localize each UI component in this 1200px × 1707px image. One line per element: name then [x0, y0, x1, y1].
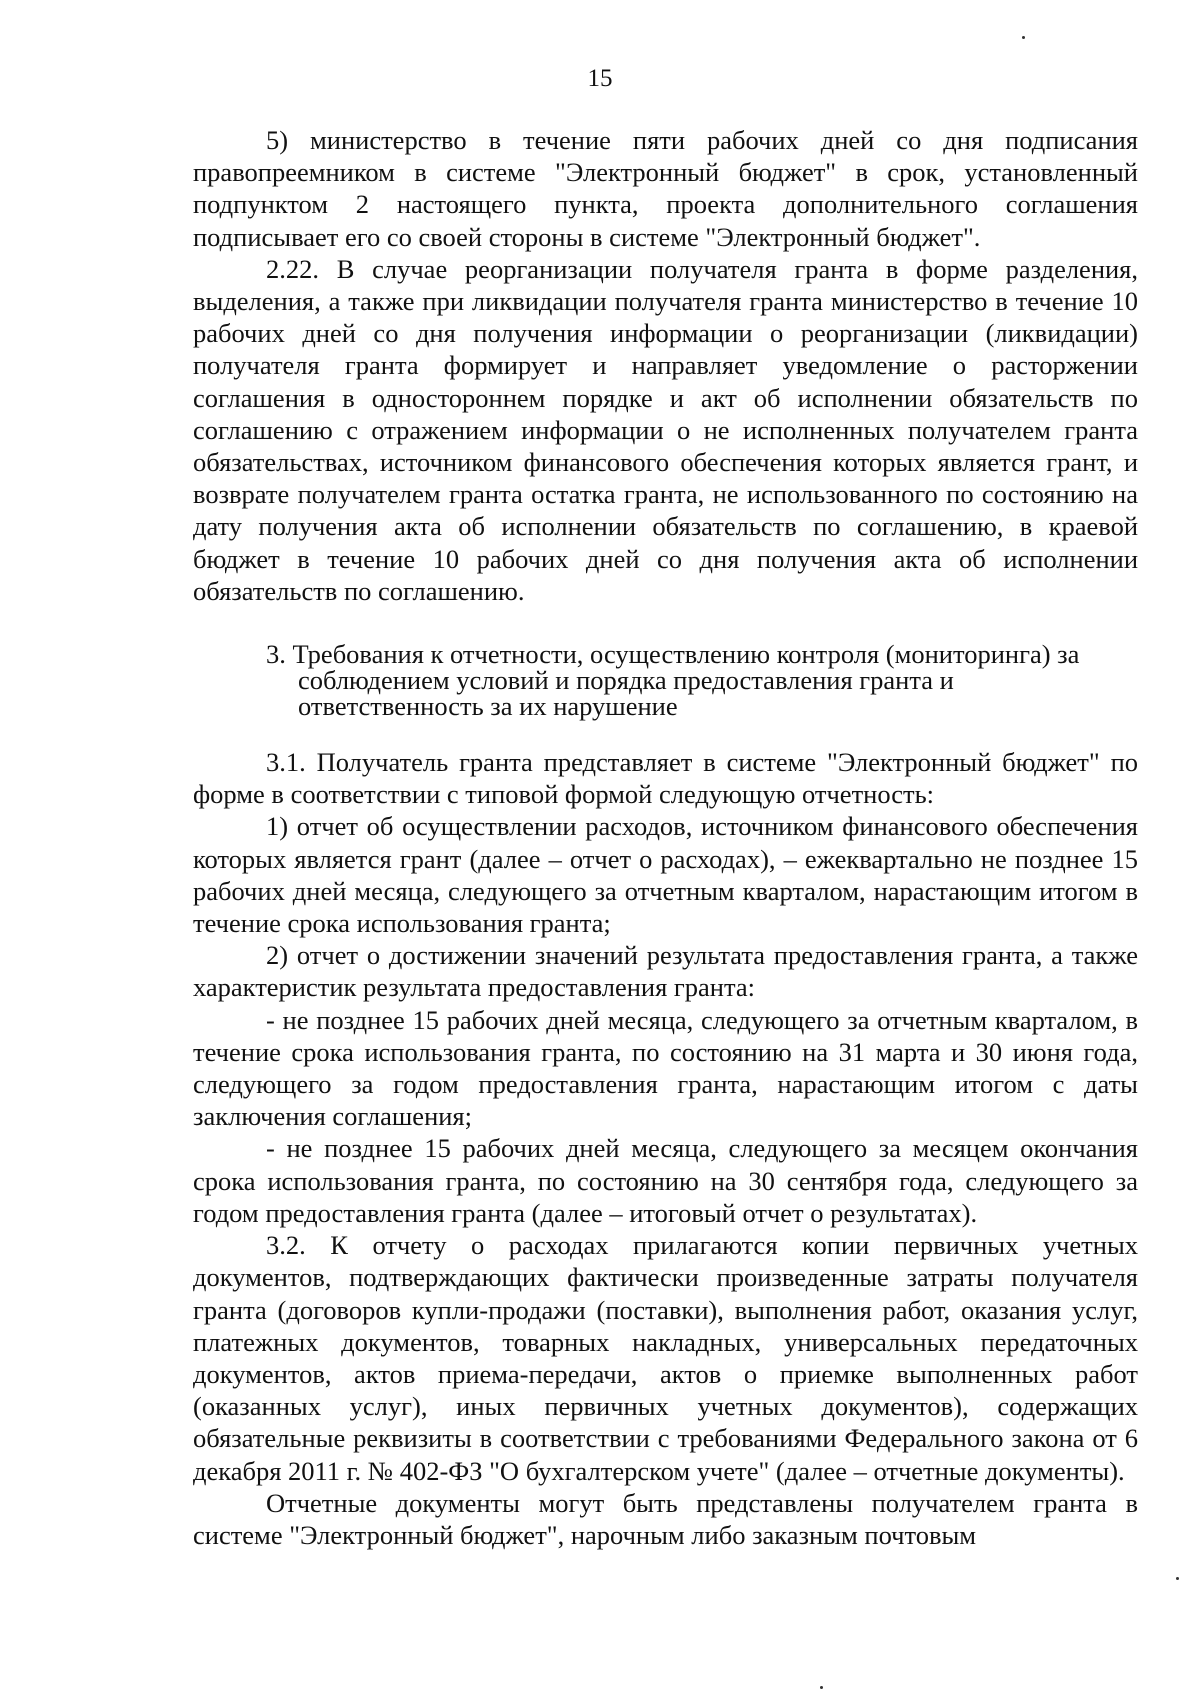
paragraph-3-1: 3.1. Получатель гранта представляет в системе "Электронный бюджет" по форме в соответствии с типовой формой следующую отчетность: — [193, 747, 1138, 810]
section-3-heading-line-3: ответственность за их нарушение — [298, 691, 678, 722]
section-3-heading-line-1: 3. Требования к отчетности, осуществлению контроля (мониторинга) за — [266, 639, 1080, 670]
section-3-heading — [193, 639, 1138, 722]
page-number: 15 — [587, 65, 613, 92]
paragraph-3-1-item-1: 1) отчет об осуществлении расходов, источником финансового обеспечения которых является грант (далее – отчет о расходах), – ежеквартально не позднее 15 рабочих дней месяца, следующего за отчетным кварталом, нарастающим итогом в течение срока использования гранта; — [193, 811, 1138, 939]
paragraph-3-1-item-2-bullet-2: - не позднее 15 рабочих дней месяца, следующего за месяцем окончания срока использования гранта, по состоянию на 30 сентября года, следующего за годом предоставления гранта (далее – итоговый отчет о результатах). — [193, 1133, 1138, 1228]
section-3-heading-line-2: соблюдением условий и порядка предоставления гранта и — [298, 665, 954, 696]
paragraph-2-22: 2.22. В случае реорганизации получателя гранта в форме разделения, выделения, а также при ликвидации получателя гранта министерство в течение 10 рабочих дней со дня получения информации о реорганизации (ликвидации) получателя гранта формирует и направляет уведомление о расторжении соглашения в одностороннем порядке и акт об исполнении обязательств по соглашению с отражением информации о не исполненных получателем гранта обязательствах, источником финансового обеспечения которых является грант, и возврате получателем гранта остатка гранта, не использованного по состоянию на дату получения акта об исполнении обязательств по соглашению, в краевой бюджет в течение 10 рабочих дней со дня получения акта об исполнении обязательств по соглашению. — [193, 253, 1138, 606]
paragraph-3-1-item-2: 2) отчет о достижении значений результата предоставления гранта, а также характеристик результата предоставления гранта: — [193, 940, 1138, 1003]
paragraph-item-5: 5) министерство в течение пяти рабочих дней со дня подписания правопреемником в системе "Электронный бюджет" в срок, установленный подпунктом 2 настоящего пункта, проекта дополнительного соглашения подписывает его со своей стороны в системе "Электронный бюджет". — [193, 125, 1138, 252]
scan-speck-right — [1176, 1577, 1179, 1580]
paragraph-3-1-item-2-bullet-1: - не позднее 15 рабочих дней месяца, следующего за отчетным кварталом, в течение срока использования гранта, по состоянию на 31 марта и 30 июня года, следующего за годом предоставления гранта, нарастающим итогом с даты заключения соглашения; — [193, 1004, 1138, 1132]
scan-speck-top — [1022, 36, 1025, 39]
document-body — [193, 124, 1138, 1551]
paragraph-3-2: 3.2. К отчету о расходах прилагаются копии первичных учетных документов, подтверждающих фактически произведенные затраты получателя гранта (договоров купли-продажи (поставки), выполнения работ, оказания услуг, платежных документов, товарных накладных, универсальных передаточных документов, актов приема-передачи, актов о приемке выполненных работ (оказанных услуг), иных первичных учетных документов), содержащих обязательные реквизиты в соответствии с требованиями Федерального закона от 6 декабря 2011 г. № 402-ФЗ "О бухгалтерском учете" (далее – отчетные документы). — [193, 1230, 1138, 1486]
scan-speck-bottom — [820, 1686, 823, 1689]
paragraph-reporting-documents: Отчетные документы могут быть представлены получателем гранта в системе "Электронный бюджет", нарочным либо заказным почтовым — [193, 1487, 1138, 1550]
